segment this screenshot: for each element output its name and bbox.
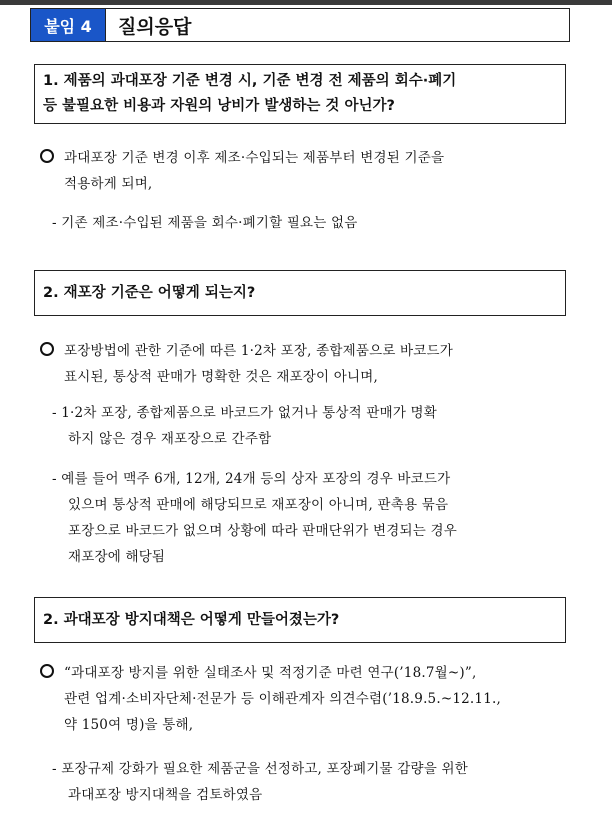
page-title: 질의응답	[118, 15, 192, 38]
question-box-3	[34, 597, 566, 643]
dash-line: 재포장에 해당됨	[68, 549, 166, 565]
attachment-badge: 붙임 4	[31, 9, 106, 41]
circle-bullet-icon	[38, 660, 64, 686]
answer-line: 적용하게 되며,	[64, 176, 153, 192]
question-line: 1. 제품의 과대포장 기준 변경 시, 기준 변경 전 제품의 회수·폐기	[43, 73, 457, 89]
dash-line: 하지 않은 경우 재포장으로 간주함	[68, 431, 272, 447]
question-line: 2. 재포장 기준은 어떻게 되는지?	[43, 284, 256, 301]
question-line: 등 불필요한 비용과 자원의 낭비가 발생하는 것 아닌가?	[43, 98, 395, 114]
circle-bullet-icon	[38, 145, 64, 171]
answer-dash-2b	[52, 466, 574, 570]
dash-line: 있으며 통상적 판매에 해당되므로 재포장이 아니며, 판촉용 묶음	[68, 497, 449, 513]
answer-line: 표시된, 통상적 판매가 명확한 것은 재포장이 아니며,	[64, 369, 378, 385]
answer-line: 과대포장 기준 변경 이후 제조·수입되는 제품부터 변경된 기준을	[64, 150, 445, 166]
answer-paragraph-2	[38, 338, 574, 390]
dash-line: - 예를 들어 맥주 6개, 12개, 24개 등의 상자 포장의 경우 바코드가	[52, 471, 451, 487]
dash-line: - 1·2차 포장, 종합제품으로 바코드가 없거나 통상적 판매가 명확	[52, 405, 438, 421]
dash-line: 포장으로 바코드가 없으며 상황에 따라 판매단위가 변경되는 경우	[68, 523, 457, 539]
dash-line: - 기존 제조·수입된 제품을 회수·폐기할 필요는 없음	[52, 215, 358, 231]
answer-paragraph-3	[38, 660, 574, 738]
question-box-1	[34, 64, 566, 124]
answer-dash-1	[52, 210, 574, 236]
section-header	[30, 8, 570, 42]
answer-dash-3	[52, 756, 574, 808]
dash-line: 과대포장 방지대책을 검토하였음	[68, 787, 263, 803]
question-line: 2. 과대포장 방지대책은 어떻게 만들어졌는가?	[43, 611, 340, 628]
answer-paragraph-1	[38, 145, 574, 197]
circle-bullet-icon	[38, 338, 64, 364]
answer-dash-2a	[52, 400, 574, 452]
answer-line: 포장방법에 관한 기준에 따른 1·2차 포장, 종합제품으로 바코드가	[64, 343, 454, 359]
question-box-2	[34, 270, 566, 316]
dash-line: - 포장규제 강화가 필요한 제품군을 선정하고, 포장폐기물 감량을 위한	[52, 761, 468, 777]
answer-line: 관련 업계·소비자단체·전문가 등 이해관계자 의견수렴(’18.9.5.~12.11.,	[64, 691, 501, 707]
top-strip	[0, 0, 612, 5]
answer-line: “과대포장 방지를 위한 실태조사 및 적정기준 마련 연구(’18.7월~)”,	[64, 665, 477, 681]
answer-line: 약 150여 명)을 통해,	[64, 717, 194, 733]
